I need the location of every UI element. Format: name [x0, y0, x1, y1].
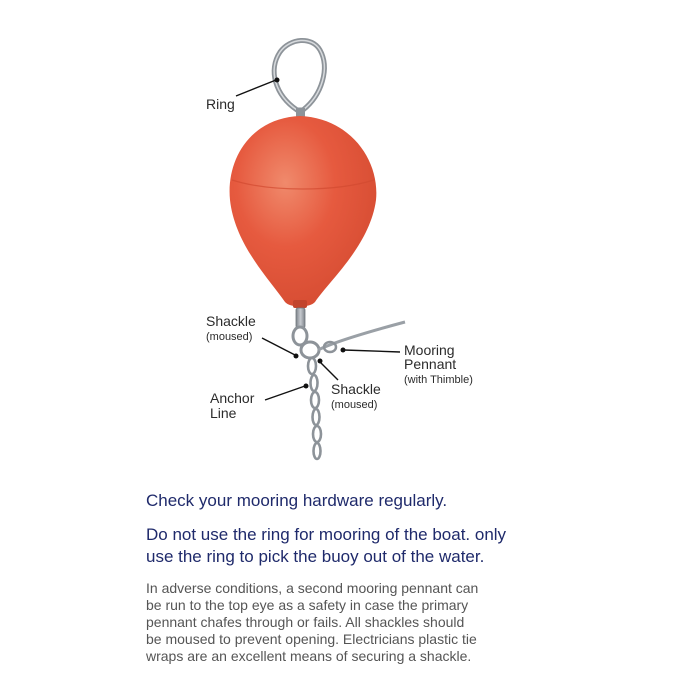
top-shackle-label: Shackle	[206, 313, 256, 329]
top-shackle-icon	[293, 308, 319, 358]
anchor-line-label-line1: Anchor	[210, 390, 255, 406]
top-shackle-sublabel: (moused)	[206, 331, 253, 343]
bottom-shackle-sublabel: (moused)	[331, 399, 378, 411]
anchor-line-leader	[265, 384, 309, 401]
mooring-pennant-icon	[318, 322, 405, 352]
mooring-pennant-leader	[341, 348, 401, 353]
ring-usage-warning: Do not use the ring for mooring of the boat. only use the ring to pick the buoy out of the water.	[146, 525, 507, 566]
check-hardware-heading: Check your mooring hardware regularly.	[146, 491, 448, 510]
mooring-pennant-sublabel: (with Thimble)	[404, 374, 473, 386]
buoy-body	[230, 116, 377, 308]
info-text-block	[146, 490, 566, 665]
anchor-chain-icon	[308, 358, 321, 459]
adverse-conditions-paragraph: In adverse conditions, a second mooring pennant can be run to the top eye as a safety in case the primary pennant chafes through or fails. All shackles should be moused to prevent opening. Electricians plastic tie wraps are an excellent means of securing a shackle.	[146, 580, 479, 664]
bottom-shackle-leader	[318, 359, 339, 381]
ring-icon	[274, 40, 324, 118]
mooring-pennant-label-line2: Pennant	[404, 356, 457, 372]
mooring-pennant-label-line1: Mooring	[404, 342, 455, 358]
ring-label: Ring	[206, 96, 235, 112]
anchor-line-label-line2: Line	[210, 405, 237, 421]
bottom-shackle-label: Shackle	[331, 381, 381, 397]
